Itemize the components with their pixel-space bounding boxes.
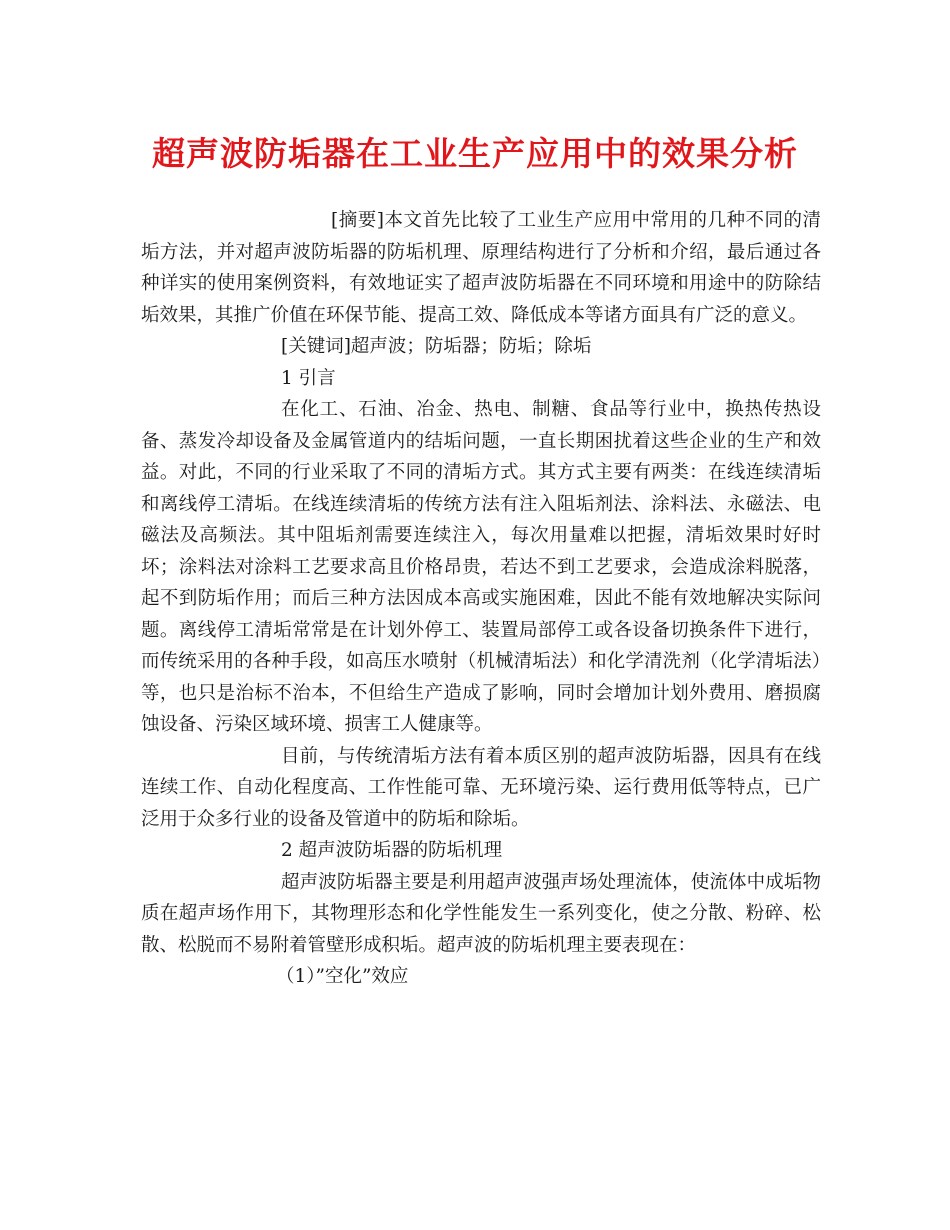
subsection-heading-cavitation: （1）”空化”效应 bbox=[276, 966, 409, 987]
section-heading-introduction: 1 引言 bbox=[281, 367, 336, 389]
introduction-paragraph-2: 目前，与传统清垢方法有着本质区别的超声波防垢器，因具有在线连续工作、自动化程度高、工作性能可靠、无环境污染、运行费用低等特点，已广泛用于众多行业的设备及管道中的防垢和除垢。 bbox=[141, 745, 821, 830]
keywords-line: [关键词]超声波；防垢器；防垢；除垢 bbox=[281, 336, 592, 357]
document-body bbox=[141, 205, 821, 993]
section-heading-mechanism: 2 超声波防垢器的防垢机理 bbox=[281, 840, 503, 861]
mechanism-paragraph-1: 超声波防垢器主要是利用超声波强声场处理流体，使流体中成垢物质在超声场作用下，其物理形态和化学性能发生一系列变化，使之分散、粉碎、松散、松脱而不易附着管壁形成积垢。超声波的防垢机理主要表现在： bbox=[141, 871, 821, 956]
document-title: 超声波防垢器在工业生产应用中的效果分析 bbox=[152, 134, 798, 173]
introduction-paragraph-1: 在化工、石油、冶金、热电、制糖、食品等行业中，换热传热设备、蒸发冷却设备及金属管道内的结垢问题，一直长期困扰着这些企业的生产和效益。对此，不同的行业采取了不同的清垢方式。其方式主要有两类：在线连续清垢和离线停工清垢。在线连续清垢的传统方法有注入阻垢剂法、涂料法、永磁法、电磁法及高频法。其中阻垢剂需要连续注入，每次用量难以把握，清垢效果时好时坏；涂料法对涂料工艺要求高且价格昂贵，若达不到工艺要求，会造成涂料脱落，起不到防垢作用；而后三种方法因成本高或实施困难，因此不能有效地解决实际问题。离线停工清垢常常是在计划外停工、装置局部停工或各设备切换条件下进行，而传统采用的各种手段，如高压水喷射（机械清垢法）和化学清洗剂（化学清垢法）等，也只是治标不治本，不但给生产造成了影响，同时会增加计划外费用、磨损腐蚀设备、污染区域环境、损害工人健康等。 bbox=[141, 399, 821, 735]
abstract-paragraph: [摘要]本文首先比较了工业生产应用中常用的几种不同的清垢方法，并对超声波防垢器的防垢机理、原理结构进行了分析和介绍，最后通过各种详实的使用案例资料，有效地证实了超声波防垢器在不同环境和用途中的防除结垢效果，其推广价值在环保节能、提高工效、降低成本等诸方面具有广泛的意义。 bbox=[141, 210, 821, 326]
